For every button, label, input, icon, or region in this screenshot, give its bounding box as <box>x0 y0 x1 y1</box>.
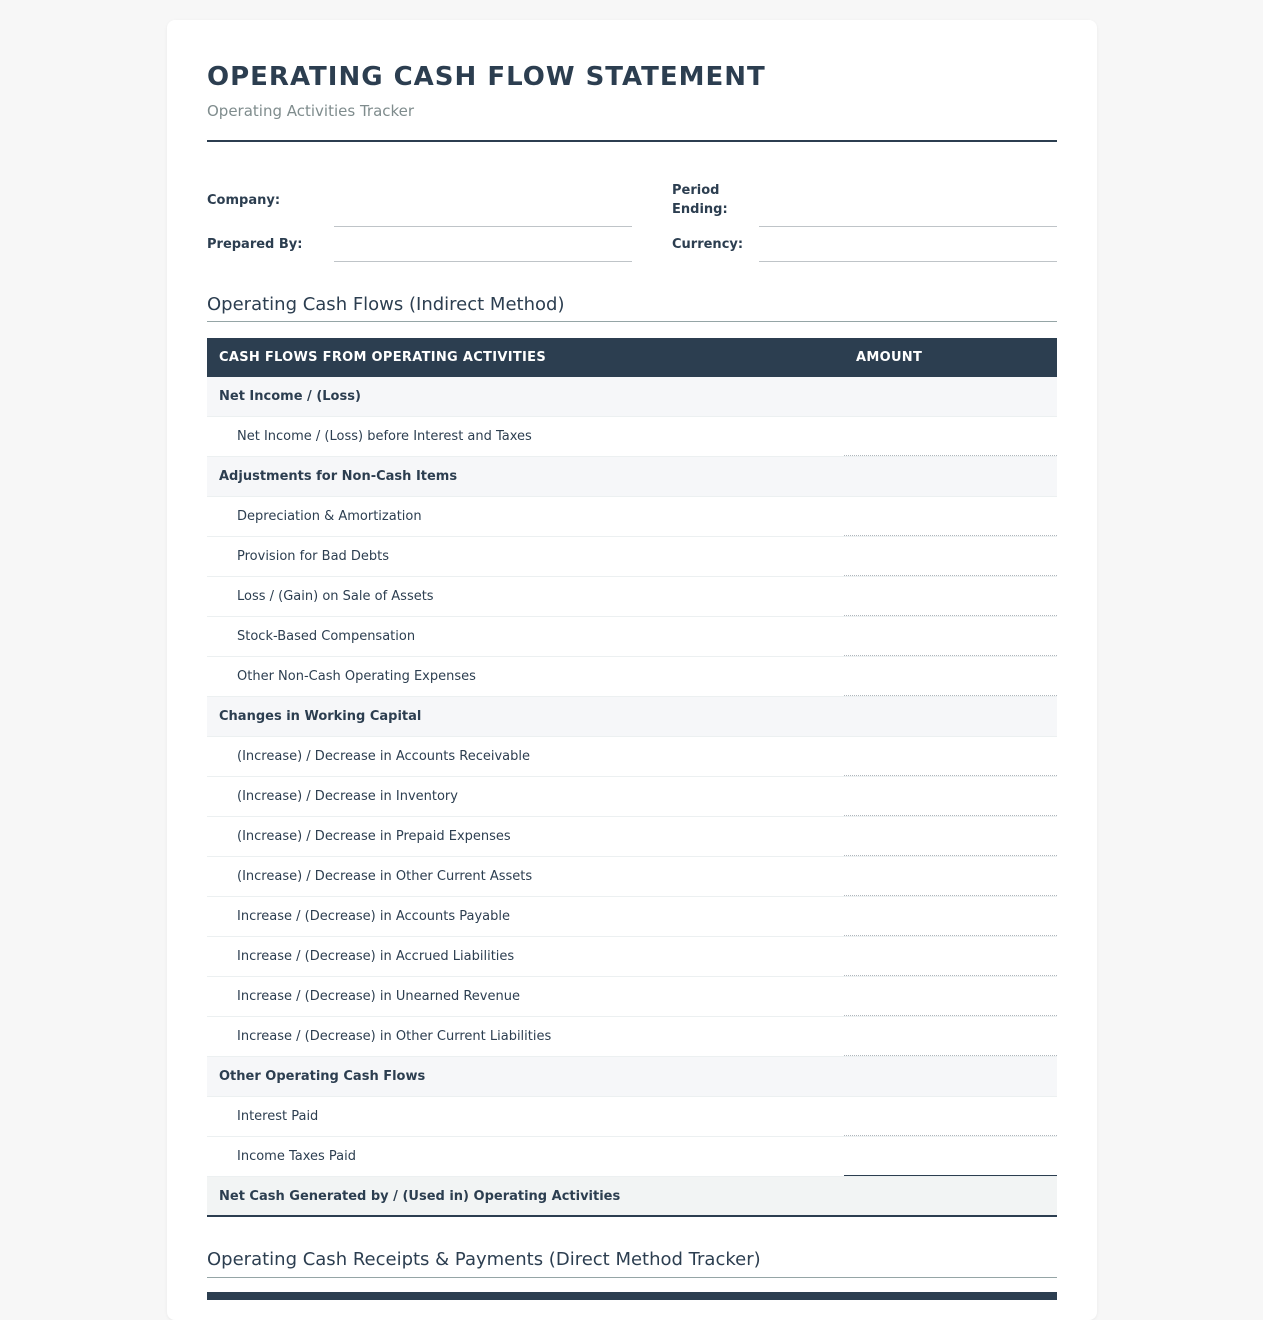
amount-field[interactable] <box>844 937 1057 976</box>
row-label: (Increase) / Decrease in Accounts Receivable <box>237 749 530 764</box>
table-row <box>207 617 1057 657</box>
currency-label: Currency: <box>672 237 744 252</box>
table-row <box>207 657 1057 697</box>
table-row <box>207 817 1057 857</box>
amount-field[interactable] <box>844 777 1057 816</box>
cash-flow-table <box>207 338 1057 1217</box>
row-label: Interest Paid <box>237 1109 319 1124</box>
group-row <box>207 1057 1057 1097</box>
table-row <box>207 857 1057 897</box>
total-amount-field[interactable] <box>844 1177 1057 1215</box>
group-amount-cell <box>844 1057 1057 1096</box>
amount-field[interactable] <box>844 857 1057 896</box>
title-divider <box>207 140 1057 142</box>
direct-method-heading: Operating Cash Receipts & Payments (Direct Method Tracker) <box>207 1249 761 1270</box>
row-label: Increase / (Decrease) in Unearned Revenue <box>237 989 520 1004</box>
table-header <box>207 338 1057 377</box>
period-ending-field[interactable] <box>759 226 1057 227</box>
direct-method-table-header <box>207 1292 1057 1300</box>
group-label: Other Operating Cash Flows <box>219 1069 426 1084</box>
row-label: (Increase) / Decrease in Inventory <box>237 789 458 804</box>
row-label: (Increase) / Decrease in Prepaid Expenses <box>237 829 511 844</box>
table-row <box>207 1097 1057 1137</box>
amount-field[interactable] <box>844 497 1057 536</box>
indirect-method-divider <box>207 321 1057 322</box>
row-label: Other Non-Cash Operating Expenses <box>237 669 476 684</box>
table-row <box>207 577 1057 617</box>
page-subtitle: Operating Activities Tracker <box>207 102 415 120</box>
company-field[interactable] <box>334 226 632 227</box>
row-label: Income Taxes Paid <box>237 1149 357 1164</box>
group-row <box>207 697 1057 737</box>
group-label: Adjustments for Non-Cash Items <box>219 469 458 484</box>
total-row <box>207 1177 1057 1217</box>
amount-field[interactable] <box>844 537 1057 576</box>
group-row <box>207 457 1057 497</box>
amount-field[interactable] <box>844 617 1057 656</box>
amount-field[interactable] <box>844 417 1057 456</box>
row-label: (Increase) / Decrease in Other Current Assets <box>237 869 533 884</box>
row-label: Increase / (Decrease) in Accounts Payable <box>237 909 511 924</box>
group-amount-cell <box>844 377 1057 416</box>
row-label: Increase / (Decrease) in Other Current Liabilities <box>237 1029 552 1044</box>
column-header-amount: AMOUNT <box>856 350 923 365</box>
row-label: Loss / (Gain) on Sale of Assets <box>237 589 434 604</box>
group-amount-cell <box>844 457 1057 496</box>
table-row <box>207 897 1057 937</box>
group-label: Net Income / (Loss) <box>219 389 361 404</box>
amount-field[interactable] <box>844 577 1057 616</box>
column-header-activities: CASH FLOWS FROM OPERATING ACTIVITIES <box>219 350 547 365</box>
table-row <box>207 537 1057 577</box>
period-ending-label: Period Ending: <box>672 183 728 217</box>
row-label: Increase / (Decrease) in Accrued Liabilities <box>237 949 515 964</box>
table-row <box>207 977 1057 1017</box>
group-row <box>207 377 1057 417</box>
amount-field[interactable] <box>844 737 1057 776</box>
row-label: Stock-Based Compensation <box>237 629 416 644</box>
amount-field[interactable] <box>844 817 1057 856</box>
row-label: Depreciation & Amortization <box>237 509 422 524</box>
page-title: OPERATING CASH FLOW STATEMENT <box>207 62 766 92</box>
row-label: Net Income / (Loss) before Interest and Taxes <box>237 429 532 444</box>
currency-field[interactable] <box>759 261 1057 262</box>
prepared-by-label: Prepared By: <box>207 237 303 252</box>
table-row <box>207 1137 1057 1177</box>
indirect-method-heading: Operating Cash Flows (Indirect Method) <box>207 294 565 315</box>
table-row <box>207 497 1057 537</box>
prepared-by-field[interactable] <box>334 261 632 262</box>
amount-field[interactable] <box>844 1097 1057 1136</box>
group-amount-cell <box>844 697 1057 736</box>
total-label: Net Cash Generated by / (Used in) Operating Activities <box>219 1188 621 1204</box>
table-row <box>207 777 1057 817</box>
row-label: Provision for Bad Debts <box>237 549 390 564</box>
table-row <box>207 1017 1057 1057</box>
table-row <box>207 737 1057 777</box>
statement-page <box>167 20 1097 1320</box>
direct-method-divider <box>207 1277 1057 1278</box>
amount-field[interactable] <box>844 1137 1057 1176</box>
table-body <box>207 377 1057 1217</box>
amount-field[interactable] <box>844 977 1057 1016</box>
amount-field[interactable] <box>844 897 1057 936</box>
table-row <box>207 417 1057 457</box>
amount-field[interactable] <box>844 1017 1057 1056</box>
company-label: Company: <box>207 193 281 208</box>
group-label: Changes in Working Capital <box>219 709 422 724</box>
table-row <box>207 937 1057 977</box>
amount-field[interactable] <box>844 657 1057 696</box>
